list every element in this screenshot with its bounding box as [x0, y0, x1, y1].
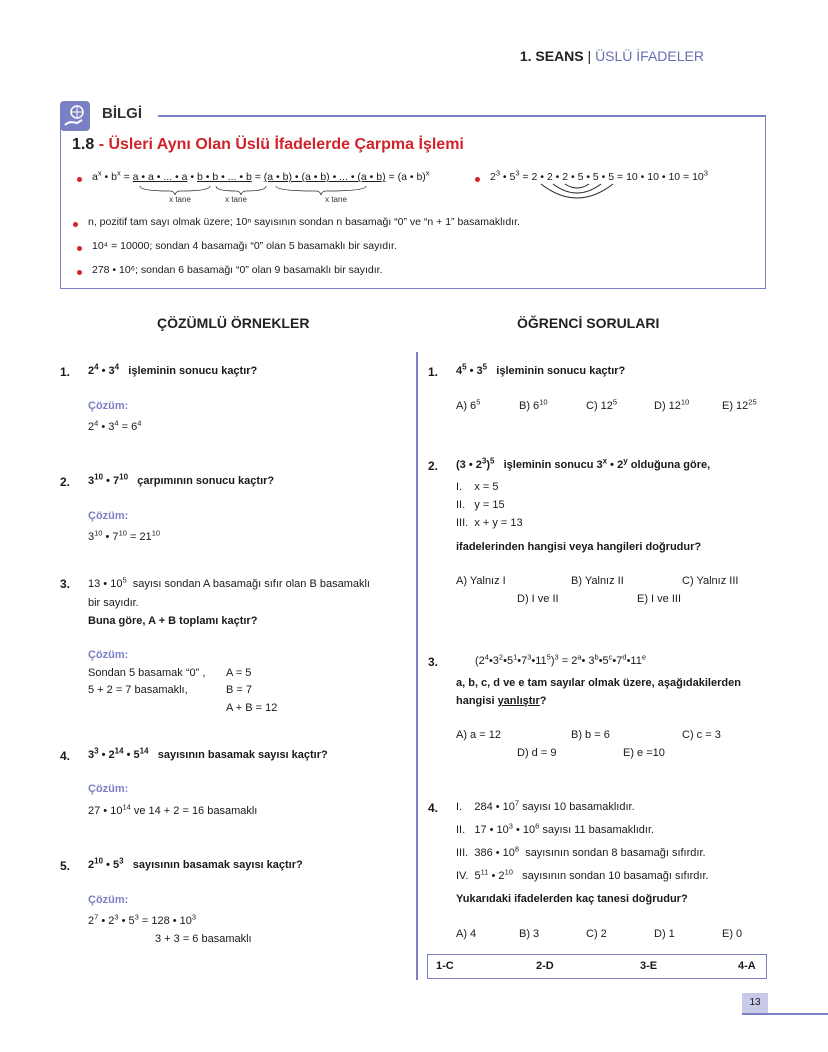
right-q2-suffix: işleminin sonucu [503, 459, 594, 471]
answer-2: 2-D [536, 960, 554, 972]
left-q1-text: $2^4$ • $3^4$ işleminin sonucu kaçtır? [88, 362, 258, 377]
section-title [72, 136, 464, 154]
right-q4-i1: sayısı 10 basamaklıdır. [522, 801, 635, 813]
left-q1-number: 1. [60, 365, 71, 379]
bullet-icon [475, 177, 480, 182]
right-q3-yanlis: yanlıştır [497, 695, 540, 707]
right-q4-i3: sayısının sondan 8 basamağı sıfırdır. [525, 847, 706, 859]
left-q4-solution: 27 • $10^{14}$ ve 14 + 2 = 16 basamaklı [88, 802, 258, 817]
left-q5-solution2: 3 + 3 = 6 basamaklı [155, 933, 252, 945]
right-q4-opt-c: C) 2 [586, 928, 607, 940]
right-q2-opt-d: D) I ve II [517, 593, 559, 605]
right-q1-opt-b: B) $6^{10}$ [519, 397, 548, 412]
right-q2-opt-c: C) Yalnız III [682, 575, 739, 587]
example-formula: $2^3$ • $5^3 = 2$ • 2 • 2 • 5 • 5 • 5 = 10 • 10 • $10 = 10^3$ [490, 168, 708, 183]
right-q4-question: Yukarıdaki ifadelerden kaç tanesi doğrudur? [456, 893, 688, 905]
left-q4-number: 4. [60, 749, 71, 763]
right-q2-text: (3 • $2^3)^5$ işleminin sonucu 3$^x$ • 2$^y$ olduğuna göre, [456, 456, 711, 471]
rule-formula: $a^x$ • $b^x = a$ • a • ... • a • b • b • ... • b = (a • b) • (a • b) • ... • (a • b) = (a • b)$^x$ [92, 168, 430, 183]
right-q1-opt-e: E) $12^{25}$ [722, 397, 757, 412]
left-q3-sol3: A + B = 12 [226, 702, 278, 714]
right-q1-suffix: işleminin sonucu kaçtır? [496, 365, 626, 377]
cozum-label: Çözüm: [88, 400, 129, 412]
cozum-label: Çözüm: [88, 649, 129, 661]
right-q4-item-1: I. 284 • $10^7$ sayısı 10 basamaklıdır. [456, 798, 635, 813]
right-q3-equation: $(2^4•3^2•5^1•7^3•11^5)^3$ = $2^a•$ 3$^b$•5$^c$•7$^d$•11e [475, 652, 647, 667]
left-q5-suffix: sayısının basamak sayısı kaçtır? [132, 859, 303, 871]
answer-4: 4-A [738, 960, 756, 972]
brace-label-ab: x tane [325, 195, 347, 204]
right-q3-line3 [456, 695, 546, 707]
right-q4-number: 4. [428, 801, 439, 815]
right-q4-opt-b: B) 3 [519, 928, 540, 940]
left-q3-sol1b: A = 5 [226, 667, 252, 679]
right-q4-item-4: IV. $5^{11}$ • $2^{10}$ sayısının sondan 10 basamağı sıfırdır. [456, 867, 709, 882]
header-separator: | [583, 48, 596, 64]
bullet-text-4: 10⁴ = 10000; sondan 4 basamağı “0” olan 5 basamaklı bir sayıdır. [92, 240, 397, 252]
right-q1-opt-d: D) $12^{10}$ [654, 397, 690, 412]
answer-key [427, 954, 767, 979]
bilgi-label: BİLGİ [102, 105, 142, 122]
left-q1-suffix: işleminin sonucu kaçtır? [128, 365, 258, 377]
right-q4-item-2: II. 17 • $10^3$ • $10^6$ sayısı 11 basamaklıdır. [456, 821, 655, 836]
left-q4-sol-suffix: ve 14 + 2 = 16 basamaklı [133, 805, 258, 817]
left-q3-line2: bir sayıdır. [88, 597, 139, 609]
right-q2-item-2: II. y = 15 [456, 499, 505, 511]
right-q2-opt-e: E) I ve III [637, 593, 682, 605]
right-q3-opt-a: A) a = 12 [456, 729, 501, 741]
right-q3-line3a: hangisi [456, 695, 498, 707]
section-number: 1.8 [72, 136, 95, 153]
brace-label-a: x tane [169, 195, 191, 204]
left-q5-text: $2^{10}$ • $5^3$ sayısının basamak sayısı kaçtır? [88, 856, 303, 871]
left-q3-line1: 13 • $10^5$ sayısı sondan A basamağı sıfır olan B basamaklı [88, 575, 370, 590]
page-number-line [742, 1013, 828, 1015]
left-q2-solution: $3^{10}$ • $7^{10} = 21^{10}$ [88, 528, 161, 543]
bullet-icon [77, 246, 82, 251]
seans-label: 1. SEANS [519, 48, 584, 64]
left-q5-solution1: $2^7$ • $2^3$ • $5^3 = 128$ • $10^3$ [88, 912, 197, 927]
cozum-label: Çözüm: [88, 510, 129, 522]
right-q4-i4: sayısının sondan 10 basamağı sıfırdır. [522, 870, 709, 882]
left-q2-number: 2. [60, 475, 71, 489]
left-q3-sol1a: Sondan 5 basamak “0” , [88, 667, 206, 679]
bullet-icon [77, 270, 82, 275]
right-q2-item-1: I. x = 5 [456, 481, 499, 493]
right-q4-opt-a: A) 4 [456, 928, 477, 940]
right-q1-opt-c: C) $12^5$ [586, 397, 618, 412]
cozum-label: Çözüm: [88, 783, 129, 795]
left-q1-solution: $2^4$ • $3^4 = 6^4$ [88, 418, 142, 433]
right-q2-suffix2: olduğuna göre, [630, 459, 711, 471]
bullet-text-5: 278 • 10⁶; sondan 6 basamağı “0” olan 9 basamaklı bir sayıdır. [92, 264, 383, 276]
right-q3-line2: a, b, c, d ve e tam sayılar olmak üzere, aşağıdakilerden [456, 677, 741, 689]
left-q5-number: 5. [60, 859, 71, 873]
left-q3-question: Buna göre, A + B toplamı kaçtır? [88, 615, 258, 627]
right-q4-opt-e: E) 0 [722, 928, 743, 940]
right-q3-opt-d: D) d = 9 [517, 747, 557, 759]
answer-1: 1-C [436, 960, 454, 972]
answer-3: 3-E [640, 960, 658, 972]
page-header [520, 48, 704, 64]
right-column-heading: ÖĞRENCİ SORULARI [517, 315, 660, 331]
right-q1-opt-a: A) $6^5$ [456, 397, 481, 412]
right-q3-opt-e: E) e =10 [623, 747, 665, 759]
right-q3-line3c: ? [539, 695, 547, 707]
left-q3-sol2b: B = 7 [226, 684, 252, 696]
left-q3-sol2a: 5 + 2 = 7 basamaklı, [88, 684, 188, 696]
left-q3-number: 3. [60, 577, 71, 591]
unit-label: ÜSLÜ İFADELER [595, 48, 704, 64]
left-q4-text: $3^3$ • $2^{14}$ • $5^{14}$ sayısının basamak sayısı kaçtır? [88, 746, 328, 761]
right-q2-number: 2. [428, 459, 439, 473]
right-q3-opt-b: B) b = 6 [571, 729, 610, 741]
section-heading: - Üsleri Aynı Olan Üslü İfadelerde Çarpma İşlemi [98, 136, 464, 153]
right-q1-number: 1. [428, 365, 439, 379]
bullet-icon [77, 177, 82, 182]
right-q4-i2: sayısı 11 basamaklıdır. [542, 824, 655, 836]
pairing-arcs [535, 182, 635, 208]
right-q2-opt-b: B) Yalnız II [571, 575, 624, 587]
right-q1-text: $4^5$ • $3^5$ işleminin sonucu kaçtır? [456, 362, 626, 377]
bullet-text-3: n, pozitif tam sayı olmak üzere; 10ⁿ sayısının sondan n basamağı “0” ve “n + 1” basamaklıdır. [88, 216, 520, 228]
left-column-heading: ÇÖZÜMLÜ ÖRNEKLER [157, 315, 310, 331]
right-q4-item-3: III. 386 • $10^8$ sayısının sondan 8 basamağı sıfırdır. [456, 844, 706, 859]
bullet-icon [73, 222, 78, 227]
left-q2-suffix: çarpımının sonucu kaçtır? [137, 475, 275, 487]
right-q2-opt-a: A) Yalnız I [456, 575, 506, 587]
right-q4-opt-d: D) 1 [654, 928, 675, 940]
left-q2-text: $3^{10}$ • $7^{10}$ çarpımının sonucu kaçtır? [88, 472, 275, 487]
right-q2-item-3: III. x + y = 13 [456, 517, 523, 529]
right-q3-opt-c: C) c = 3 [682, 729, 721, 741]
left-q4-suffix: sayısının basamak sayısı kaçtır? [157, 749, 328, 761]
right-q2-question: ifadelerinden hangisi veya hangileri doğrudur? [456, 541, 702, 553]
page-number: 13 [742, 993, 768, 1013]
left-q3-line1-suffix: sayısı sondan A basamağı sıfır olan B basamaklı [132, 578, 370, 590]
column-divider [416, 352, 418, 980]
right-q3-number: 3. [428, 655, 439, 669]
brace-label-b: x tane [225, 195, 247, 204]
cozum-label: Çözüm: [88, 894, 129, 906]
